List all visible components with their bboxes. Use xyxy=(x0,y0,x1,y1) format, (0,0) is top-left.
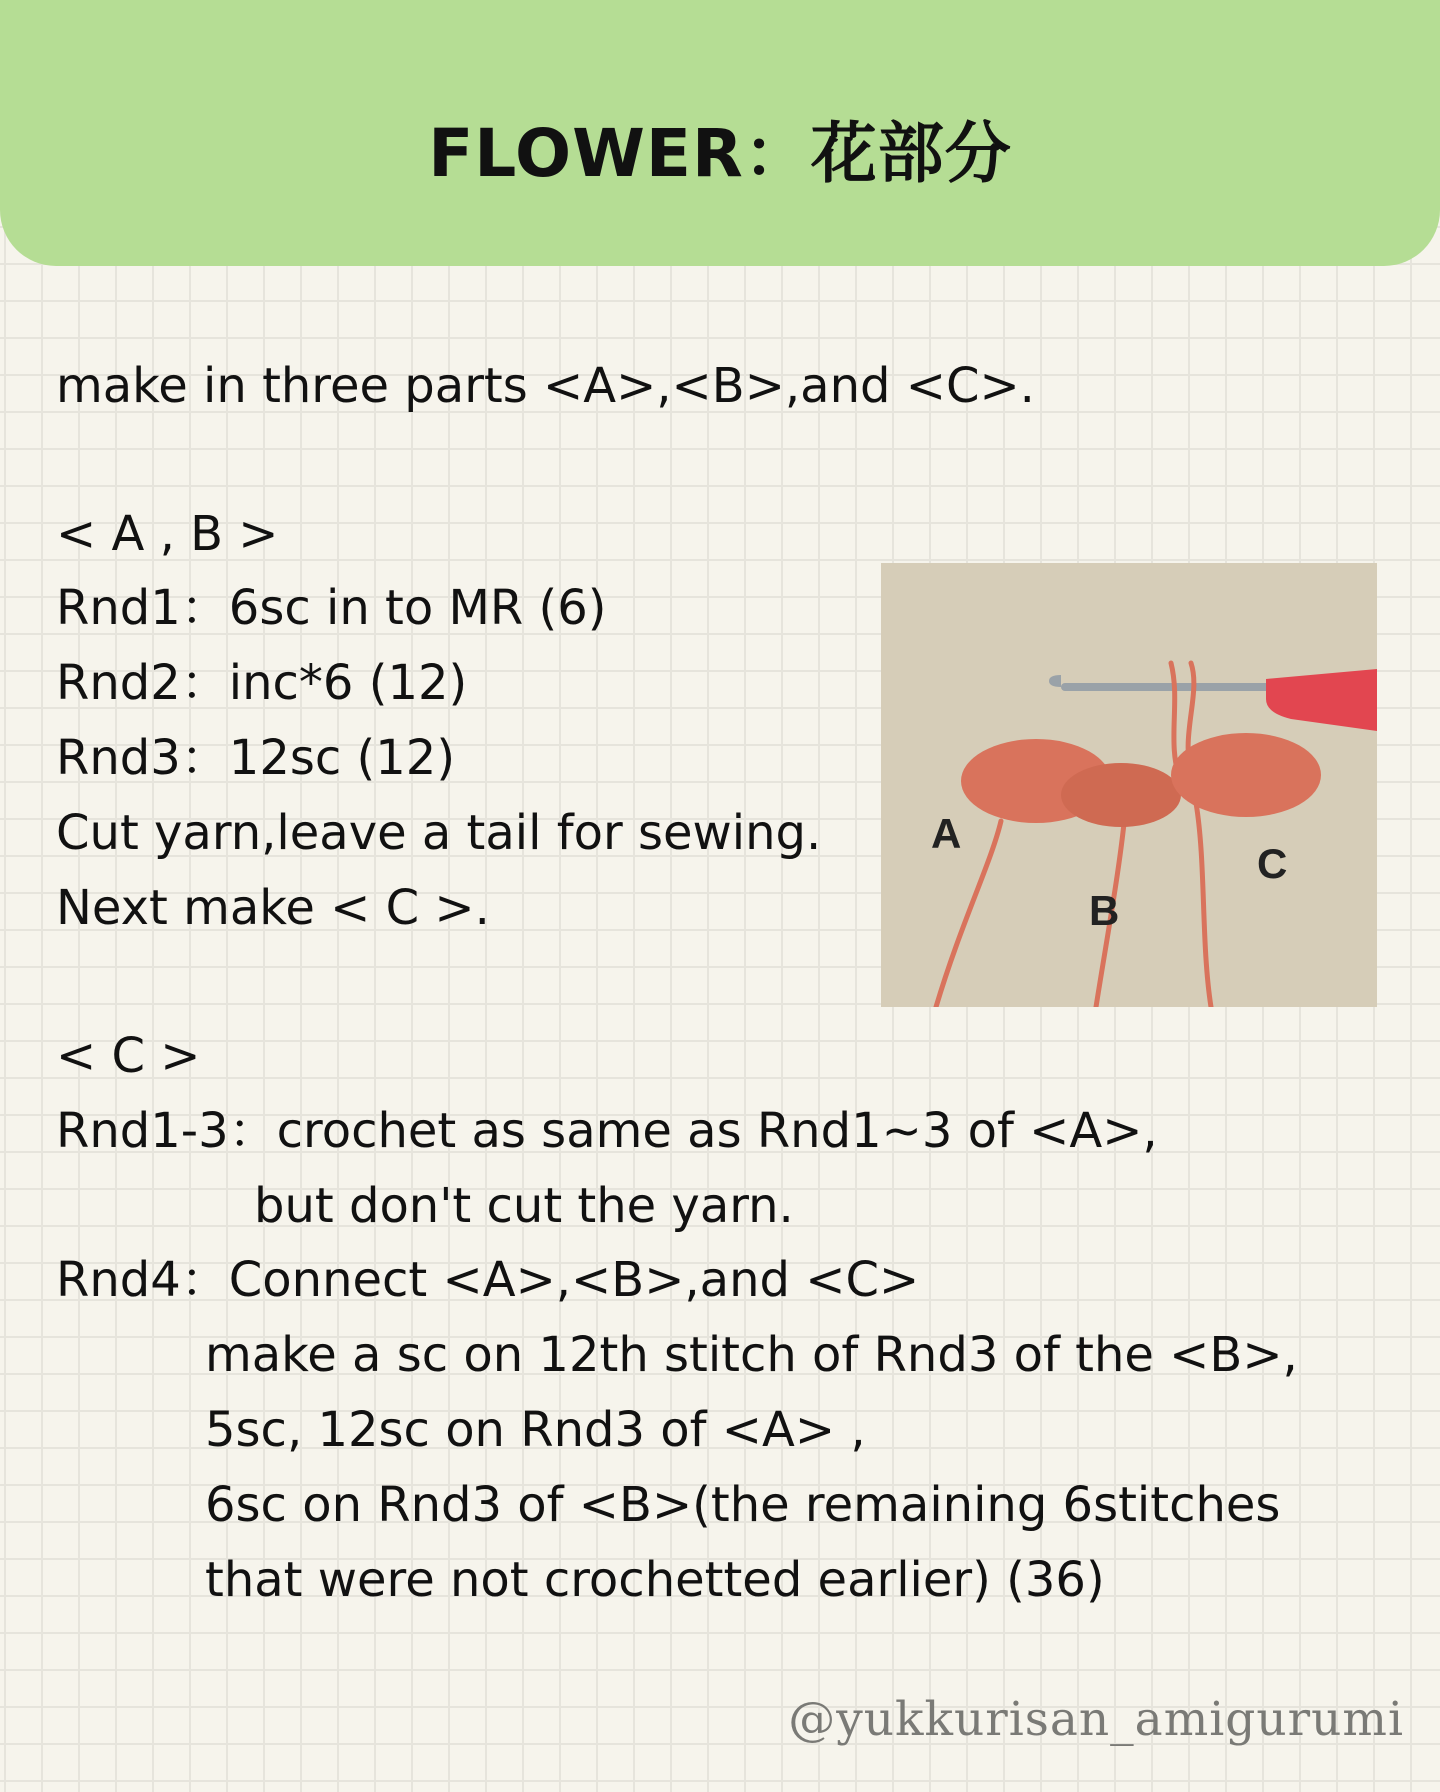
hook-shaft xyxy=(1061,683,1301,691)
petal-c xyxy=(1171,733,1321,817)
rnd1-3-line: Rnd1-3：crochet as same as Rnd1~3 of <A>, xyxy=(56,1103,1158,1159)
rnd4-step-2: 5sc, 12sc on Rnd3 of <A> , xyxy=(205,1402,866,1458)
rnd1-line: Rnd1：6sc in to MR (6) xyxy=(56,580,607,636)
title-banner xyxy=(0,0,1440,266)
rnd4-step-3: 6sc on Rnd3 of <B>(the remaining 6stitches xyxy=(205,1477,1281,1533)
rnd4-line: Rnd4：Connect <A>,<B>,and <C> xyxy=(56,1252,920,1308)
petal-b xyxy=(1061,763,1181,827)
label-a: A xyxy=(931,810,962,857)
crochet-photo xyxy=(881,563,1377,1007)
rnd4-step-1: make a sc on 12th stitch of Rnd3 of the <B>, xyxy=(205,1327,1298,1383)
rnd1-3-continuation: but don't cut the yarn. xyxy=(254,1178,794,1234)
section-c-heading: < C > xyxy=(56,1028,201,1084)
rnd4-step-4: that were not crochetted earlier) (36) xyxy=(205,1552,1105,1608)
rnd2-line: Rnd2：inc*6 (12) xyxy=(56,655,468,711)
watermark-handle: @yukkurisan_amigurumi xyxy=(788,1692,1404,1747)
section-ab-heading: < A , B > xyxy=(56,506,279,562)
intro-text: make in three parts <A>,<B>,and <C>. xyxy=(56,358,1035,414)
next-make-line: Next make < C >. xyxy=(56,880,490,936)
label-c: C xyxy=(1257,840,1288,887)
rnd3-line: Rnd3：12sc (12) xyxy=(56,730,456,786)
page-title: FLOWER：花部分 xyxy=(428,114,1012,192)
label-b: B xyxy=(1089,887,1120,934)
cut-yarn-line: Cut yarn,leave a tail for sewing. xyxy=(56,805,822,861)
